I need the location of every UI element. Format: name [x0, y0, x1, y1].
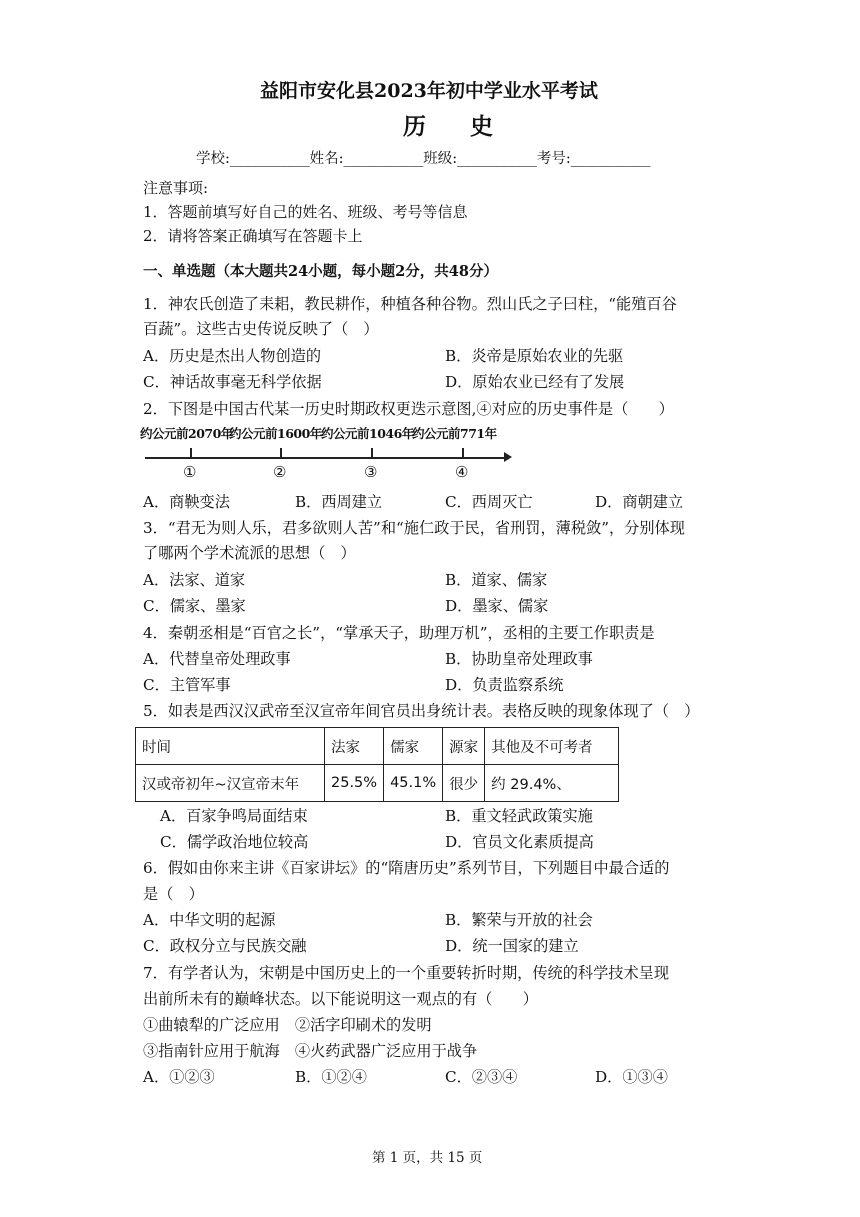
q6-option-b: B．繁荣与开放的社会: [445, 911, 593, 929]
official-background-table: [135, 727, 619, 802]
page-number: 第 1 页，共 15 页: [372, 1150, 483, 1166]
table-header-cell: 源家: [443, 728, 485, 765]
table-header-cell: 时间: [136, 728, 325, 765]
table-cell: 45.1%: [384, 765, 443, 802]
q1-option-b: B．炎帝是原始农业的先驱: [445, 347, 624, 365]
q6-option-a: A．中华文明的起源: [143, 911, 276, 929]
question-1-stem: 1．神农氏创造了耒耜，教民耕作，种植各种谷物。烈山氏之子曰柱，“能殖百谷: [143, 295, 677, 313]
table-row: [136, 765, 619, 802]
timeline-number: ④: [455, 463, 469, 481]
note-item: 1．答题前填写好自己的姓名、班级、考号等信息: [143, 203, 468, 221]
table-header-cell: 儒家: [384, 728, 443, 765]
student-info-line: 学校:___________姓名:___________班级:___________考号:___________: [196, 151, 651, 167]
timeline-tick: [280, 448, 282, 458]
table-header-cell: 法家: [325, 728, 384, 765]
question-3-stem: 3．“君无为则人乐，君多欲则人苦”和“施仁政于民，省刑罚，薄税敛”，分别体现: [143, 519, 685, 537]
q2-option-c: C．西周灭亡: [445, 493, 533, 511]
subject-title: 历 史: [403, 113, 512, 140]
q7-option-b: B．①②④: [295, 1068, 367, 1086]
q7-option-a: A．①②③: [143, 1068, 215, 1086]
timeline-number: ③: [364, 463, 378, 481]
q4-option-a: A．代替皇帝处理政事: [143, 650, 291, 668]
q3-option-a: A．法家、道家: [143, 571, 246, 589]
question-2-stem: 2．下图是中国古代某一历史时期政权更迭示意图,④对应的历史事件是（ ）: [143, 400, 674, 418]
notes-heading: 注意事项:: [143, 179, 209, 197]
timeline-tick: [371, 448, 373, 458]
q1-option-a: A．历史是杰出人物创造的: [143, 347, 322, 365]
table-cell: 约 29.4%、: [485, 765, 619, 802]
q7-statement: ③指南针应用于航海 ④火药武器广泛应用于战争: [143, 1042, 478, 1060]
question-1-stem-cont: 百蔬”。这些古史传说反映了（ ）: [143, 320, 379, 338]
exam-title: 益阳市安化县2023年初中学业水平考试: [260, 80, 598, 102]
timeline-label: 约公元前771年: [412, 426, 497, 441]
timeline-label: 约公元前1046年: [321, 426, 414, 441]
q4-option-d: D．负责监察系统: [445, 676, 564, 694]
table-header-row: [136, 728, 619, 765]
q7-option-d: D．①③④: [595, 1068, 668, 1086]
question-4-stem: 4．秦朝丞相是“百官之长”，“掌承天子，助理万机”，丞相的主要工作职责是: [143, 624, 655, 642]
table-cell: 很少: [443, 765, 485, 802]
q6-option-d: D．统一国家的建立: [445, 937, 579, 955]
timeline-number: ②: [273, 463, 287, 481]
q7-statement: ①曲辕犁的广泛应用 ②活字印刷术的发明: [143, 1016, 432, 1034]
timeline-label: 约公元前1600年: [229, 426, 322, 441]
table-cell: 25.5%: [325, 765, 384, 802]
table-header-cell: 其他及不可考者: [485, 728, 619, 765]
timeline-tick: [190, 448, 192, 458]
q2-option-b: B．西周建立: [295, 493, 383, 511]
question-6-stem-cont: 是（ ）: [143, 885, 204, 903]
q5-option-b: B．重文轻武政策实施: [445, 807, 593, 825]
q2-option-d: D．商朝建立: [595, 493, 684, 511]
dynasty-timeline: [140, 424, 520, 484]
question-3-stem-cont: 了哪两个学术流派的思想（ ）: [143, 544, 356, 562]
question-6-stem: 6．假如由你来主讲《百家讲坛》的“隋唐历史”系列节目，下列题目中最合适的: [143, 859, 670, 877]
question-5-stem: 5．如表是西汉汉武帝至汉宣帝年间官员出身统计表。表格反映的现象体现了（ ）: [143, 702, 700, 720]
timeline-axis: [145, 457, 507, 459]
q5-option-a: A．百家争鸣局面结束: [160, 807, 308, 825]
section-heading: 一、单选题（本大题共24小题，每小题2分，共48分）: [143, 263, 498, 280]
table-cell: 汉或帝初年~汉宣帝末年: [136, 765, 325, 802]
q3-option-c: C．儒家、墨家: [143, 597, 246, 615]
q3-option-b: B．道家、儒家: [445, 571, 548, 589]
timeline-number: ①: [183, 463, 197, 481]
q2-option-a: A．商鞅变法: [143, 493, 230, 511]
q6-option-c: C．政权分立与民族交融: [143, 937, 307, 955]
q1-option-d: D．原始农业已经有了发展: [445, 373, 625, 391]
note-item: 2．请将答案正确填写在答题卡上: [143, 227, 363, 245]
question-7-stem: 7．有学者认为，宋朝是中国历史上的一个重要转折时期，传统的科学技术呈现: [143, 964, 670, 982]
timeline-tick: [462, 448, 464, 458]
q7-option-c: C．②③④: [445, 1068, 518, 1086]
q3-option-d: D．墨家、儒家: [445, 597, 549, 615]
q4-option-b: B．协助皇帝处理政事: [445, 650, 593, 668]
timeline-arrow-icon: [504, 452, 512, 462]
timeline-label: 约公元前2070年: [140, 426, 233, 441]
q1-option-c: C．神话故事毫无科学依据: [143, 373, 322, 391]
q5-option-c: C．儒学政治地位较高: [160, 833, 309, 851]
q4-option-c: C．主管军事: [143, 676, 231, 694]
question-7-stem-cont: 出前所未有的巅峰状态。以下能说明这一观点的有（ ）: [143, 990, 538, 1008]
q5-option-d: D．官员文化素质提高: [445, 833, 594, 851]
